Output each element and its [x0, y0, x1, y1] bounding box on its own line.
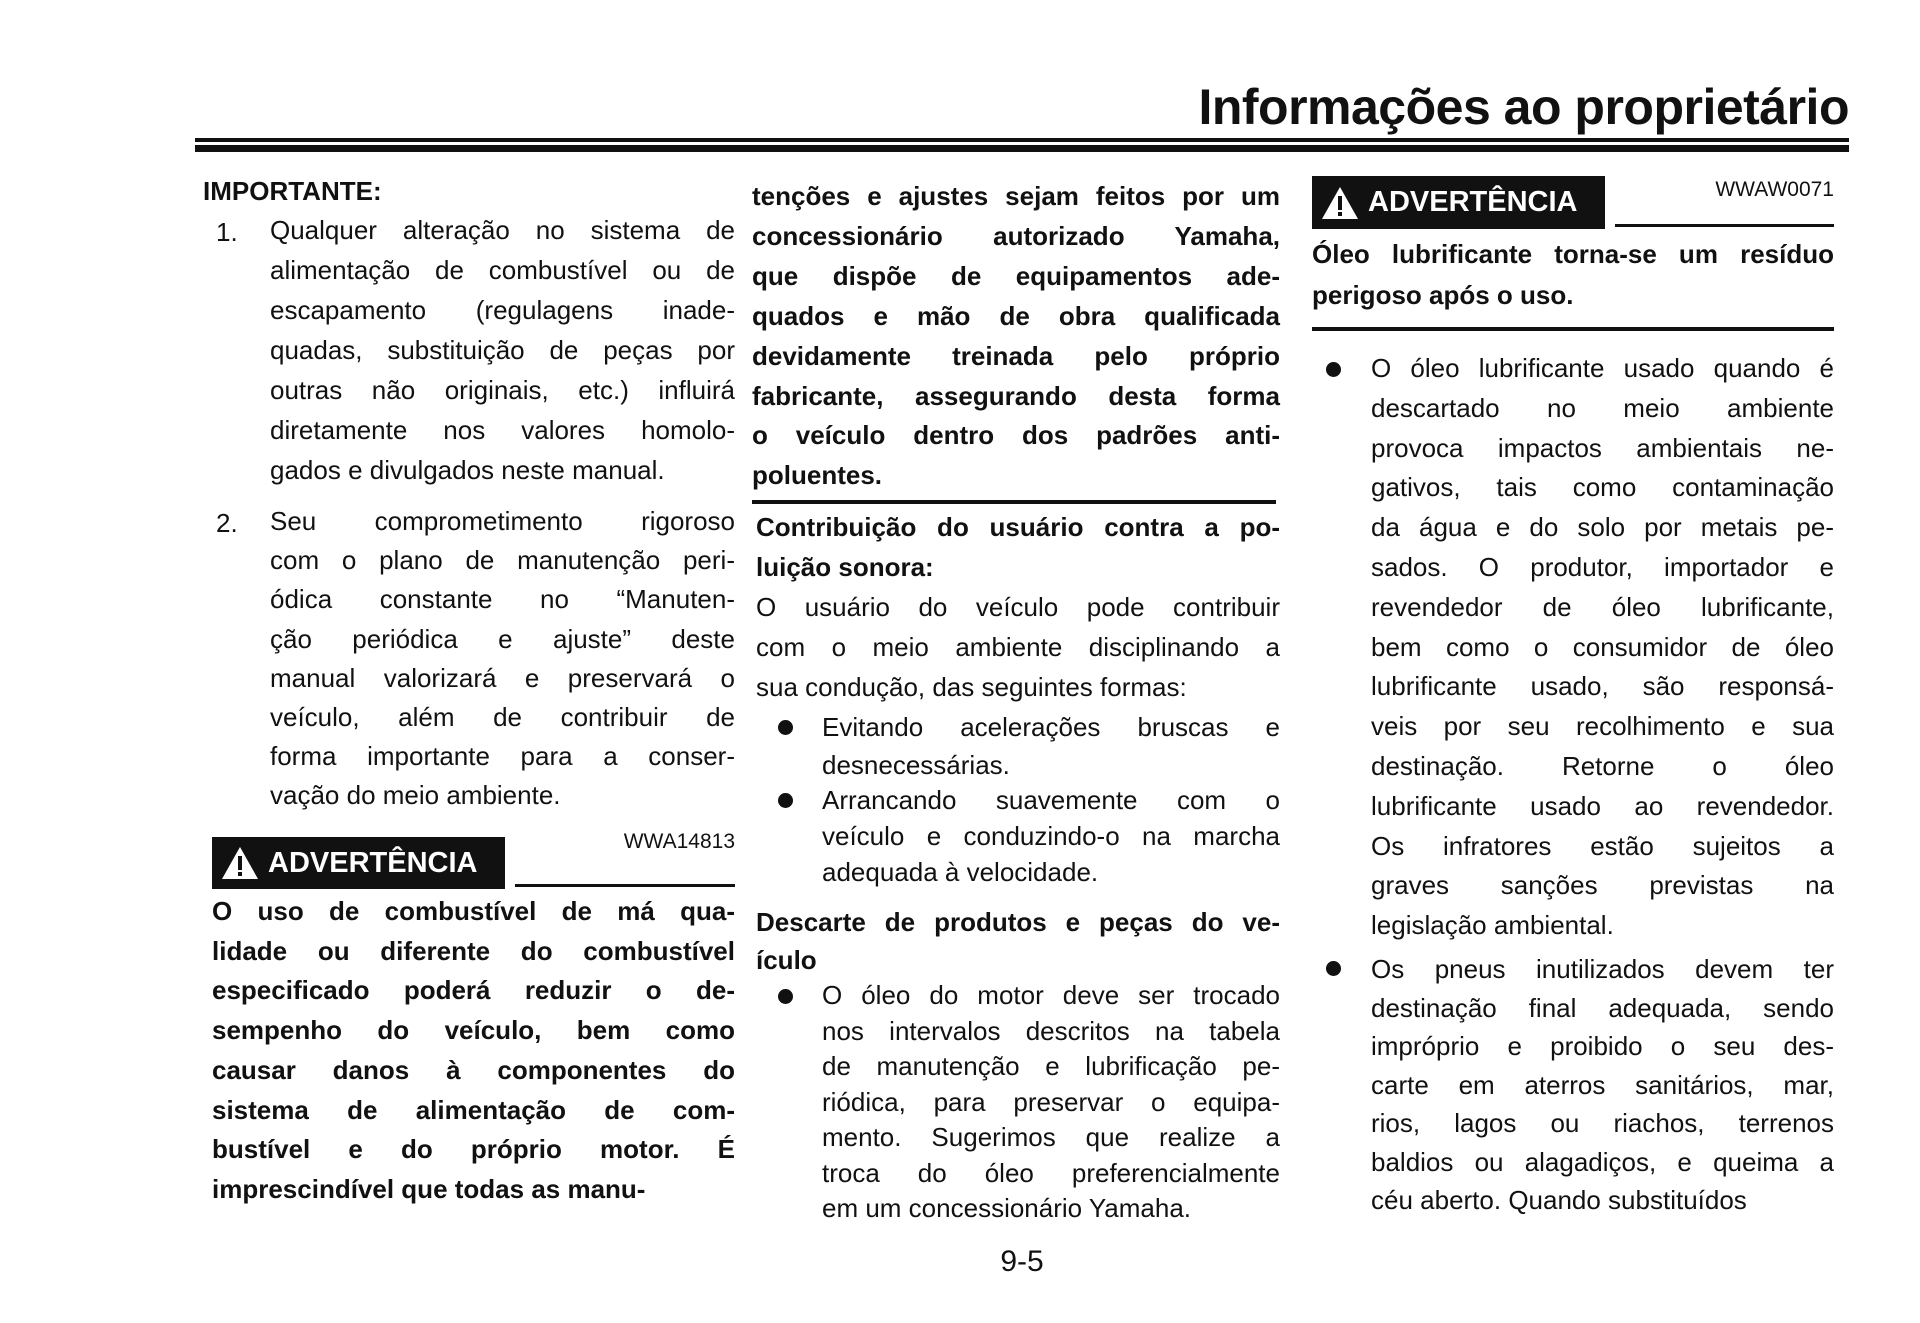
- bullet-icon: [778, 720, 793, 735]
- text-line: gativos, tais como contaminação: [1371, 472, 1834, 503]
- text-line: tenções e ajustes sejam feitos por um: [752, 181, 1280, 211]
- page-title: Informações ao proprietário: [1198, 79, 1849, 135]
- important-item-1: [270, 210, 735, 490]
- text-line: ódica constante no “Manuten-: [270, 584, 735, 615]
- text-line: O óleo do motor deve ser trocado: [822, 980, 1280, 1010]
- text-line: lubrificante usado, são responsá-: [1371, 671, 1834, 702]
- warning-underline: [515, 884, 735, 887]
- warning-label: ADVERTÊNCIA: [268, 846, 478, 879]
- text-line: veículo e conduzindo-o na marcha: [822, 821, 1280, 851]
- text-line: da água e do solo por metais pe-: [1371, 512, 1834, 543]
- text-line: Seu comprometimento rigoroso: [270, 506, 735, 536]
- text-line: imprescindível que todas as manu-: [212, 1173, 646, 1204]
- text-line: bustível e do próprio motor. É: [212, 1134, 735, 1165]
- text-line: gados e divulgados neste manual.: [270, 455, 665, 485]
- text-line: fabricante, assegurando desta forma: [752, 380, 1280, 411]
- item-number: 2.: [216, 508, 238, 538]
- warning-triangle-icon: [1320, 185, 1360, 221]
- important-item-2: [270, 502, 735, 816]
- text-line: destinação. Retorne o óleo: [1371, 750, 1834, 781]
- text-line: veículo, além de contribuir de: [270, 702, 735, 733]
- text-line: alimentação de combustível ou de: [270, 255, 735, 285]
- text-line: impróprio e proibido o seu des-: [1371, 1031, 1834, 1061]
- text-line: desnecessárias.: [822, 750, 1010, 780]
- text-line: causar danos à componentes do: [212, 1054, 735, 1085]
- warning-code: WWAW0071: [1715, 178, 1834, 201]
- text-line: poluentes.: [752, 460, 883, 491]
- text-line: veis por seu recolhimento e sua: [1371, 711, 1834, 742]
- text-line: perigoso após o uso.: [1312, 280, 1574, 310]
- text-line: vação do meio ambiente.: [270, 780, 561, 811]
- text-line: ção periódica e ajuste” deste: [270, 623, 735, 654]
- warning-code: WWA14813: [623, 830, 735, 853]
- warning-text: [1312, 234, 1834, 316]
- text-line: revendedor de óleo lubrificante,: [1371, 591, 1834, 622]
- text-line: especificado poderá reduzir o de-: [212, 975, 735, 1006]
- warning-text: [212, 892, 735, 1210]
- text-line: outras não originais, etc.) influirá: [270, 375, 735, 405]
- text-line: Os pneus inutilizados devem ter: [1371, 954, 1834, 984]
- text-line: luição sonora:: [756, 552, 934, 582]
- text-line: sistema de alimentação de com-: [212, 1094, 735, 1125]
- text-line: ículo: [756, 945, 817, 975]
- noise-bullet-2: [822, 782, 1280, 890]
- text-line: concessionário autorizado Yamaha,: [752, 220, 1280, 251]
- text-line: destinação final adequada, sendo: [1371, 992, 1834, 1023]
- text-line: graves sanções previstas na: [1371, 870, 1834, 901]
- noise-heading: [756, 507, 1280, 587]
- warning-label-box: [212, 837, 505, 889]
- text-line: troca do óleo preferencialmente: [822, 1157, 1280, 1188]
- bullet-icon: [1326, 961, 1341, 976]
- text-line: Óleo lubrificante torna-se um resíduo: [1312, 239, 1834, 269]
- header-rule-thin: [195, 138, 1849, 142]
- text-line: Contribuição do usuário contra a po-: [756, 512, 1280, 542]
- text-line: diretamente nos valores homolo-: [270, 415, 735, 445]
- text-line: com o plano de manutenção peri-: [270, 545, 735, 576]
- text-line: com o meio ambiente disciplinando a: [756, 632, 1280, 662]
- text-line: sempenho do veículo, bem como: [212, 1015, 735, 1046]
- text-line: Evitando acelerações bruscas e: [822, 712, 1280, 742]
- text-line: forma importante para a conser-: [270, 741, 735, 772]
- text-line: baldios ou alagadiços, e queima a: [1371, 1146, 1834, 1177]
- text-line: devidamente treinada pelo próprio: [752, 340, 1280, 371]
- item-number: 1.: [216, 217, 238, 247]
- warning-label-box: [1312, 176, 1605, 229]
- tire-bullet: [1371, 950, 1834, 1220]
- text-line: descartado no meio ambiente: [1371, 392, 1834, 423]
- warning-end-rule: [752, 500, 1276, 504]
- text-line: de manutenção e lubrificação pe-: [822, 1051, 1280, 1081]
- text-line: céu aberto. Quando substituídos: [1371, 1185, 1747, 1215]
- text-line: carte em aterros sanitários, mar,: [1371, 1069, 1834, 1100]
- text-line: mento. Sugerimos que realize a: [822, 1122, 1280, 1152]
- text-line: manual valorizará e preservará o: [270, 662, 735, 693]
- text-line: riódica, para preservar o equipa-: [822, 1086, 1280, 1117]
- warning-label: ADVERTÊNCIA: [1368, 186, 1578, 218]
- text-line: o veículo dentro dos padrões anti-: [752, 420, 1280, 451]
- text-line: O óleo lubrificante usado quando é: [1371, 353, 1834, 383]
- bullet-icon: [778, 989, 793, 1004]
- text-line: Descarte de produtos e peças do ve-: [756, 907, 1280, 937]
- text-line: lubrificante usado ao revendedor.: [1371, 790, 1834, 821]
- text-line: O uso de combustível de má qua-: [212, 896, 735, 926]
- text-line: Qualquer alteração no sistema de: [270, 215, 735, 245]
- warning-text-continued: [752, 177, 1280, 496]
- text-line: provoca impactos ambientais ne-: [1371, 432, 1834, 463]
- text-line: escapamento (regulagens inade-: [270, 295, 735, 325]
- text-line: Os infratores estão sujeitos a: [1371, 830, 1834, 861]
- text-line: sua condução, das seguintes formas:: [756, 672, 1187, 702]
- disposal-bullet-1: [822, 978, 1280, 1227]
- text-line: que dispõe de equipamentos ade-: [752, 260, 1280, 291]
- warning-triangle-icon: [220, 845, 260, 881]
- text-line: quados e mão de obra qualificada: [752, 300, 1280, 331]
- text-line: lidade ou diferente do combustível: [212, 935, 735, 966]
- text-line: nos intervalos descritos na tabela: [822, 1015, 1280, 1046]
- warning-end-rule: [1312, 327, 1834, 331]
- text-line: legislação ambiental.: [1371, 910, 1614, 941]
- bullet-icon: [1326, 362, 1341, 377]
- bullet-icon: [778, 793, 793, 808]
- disposal-heading: [756, 903, 1280, 979]
- noise-intro: [756, 587, 1280, 707]
- text-line: em um concessionário Yamaha.: [822, 1193, 1192, 1223]
- text-line: rios, lagos ou riachos, terrenos: [1371, 1108, 1834, 1138]
- text-line: sados. O produtor, importador e: [1371, 551, 1834, 582]
- important-label: IMPORTANTE:: [203, 176, 382, 206]
- text-line: quadas, substituição de peças por: [270, 335, 735, 365]
- oil-bullet: [1371, 349, 1834, 946]
- noise-bullet-1: [822, 708, 1280, 784]
- page-number: 9-5: [1000, 1245, 1044, 1278]
- warning-underline: [1615, 224, 1834, 227]
- text-line: Arrancando suavemente com o: [822, 785, 1280, 815]
- text-line: adequada à velocidade.: [822, 857, 1099, 887]
- header-rule-thick: [195, 145, 1849, 152]
- text-line: O usuário do veículo pode contribuir: [756, 592, 1280, 622]
- text-line: bem como o consumidor de óleo: [1371, 631, 1834, 662]
